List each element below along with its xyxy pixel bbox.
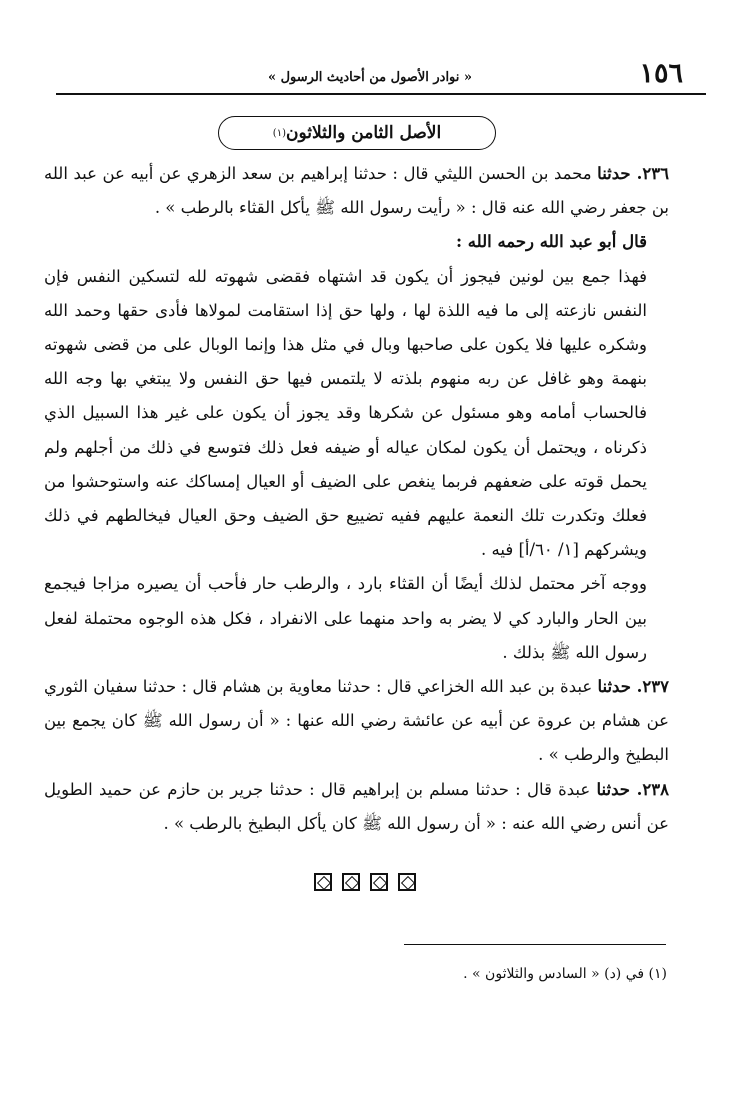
hadith-238-lead: ٢٣٨. حدثنا xyxy=(596,779,669,799)
footnote-1: (١) في (د) « السادس والثلاثون » . xyxy=(463,966,667,982)
ornament-square-icon xyxy=(370,873,388,891)
section-footnote-marker: (١) xyxy=(272,127,286,139)
body-text xyxy=(44,157,669,841)
footnote-rule xyxy=(404,944,666,945)
hadith-237-lead: ٢٣٧. حدثنا xyxy=(597,677,670,697)
hadith-237-text: عبدة بن عبد الله الخزاعي قال : حدثنا معاوية بن هشام قال : حدثنا سفيان الثوري عن هشام بن عروة عن أبيه عن عائشة رضي الله عنها : « أن رسول الله ﷺ كان يجمع بين البطيخ والرطب » . xyxy=(44,677,669,765)
ornament-square-icon xyxy=(398,873,416,891)
hadith-236-lead: ٢٣٦. حدثنا xyxy=(597,164,669,183)
hadith-236-text: محمد بن الحسن الليثي قال : حدثنا إبراهيم بن سعد الزهري عن أبيه عن عبد الله بن جعفر رضي الله عنه قال : « رأيت رسول الله ﷺ يأكل القثاء بالرطب » . xyxy=(44,164,669,218)
commentary-heading: قال أبو عبد الله رحمه الله : xyxy=(455,232,647,252)
ornament-square-icon xyxy=(314,873,332,891)
section-end-ornament xyxy=(314,873,416,891)
commentary-paragraph-1: فهذا جمع بين لونين فيجوز أن يكون قد اشتهاه فقضى شهوته لله لتسكين النفس فإن النفس نازعته إلى ما فيه اللذة لها ، ولها حق إذا استقامت لمولاها فأدى حقها وحمد الله وشكره عليها فلا يكون على صاحبها وبال في مثل هذا وإنما الوبال على من قضى شهوته بنهمة وهو غافل عن ربه منهوم بلذته لا يلتمس فيها حق النفس ولا يبتغي بها وجه الله فالحساب أمامه وهو مسئول عن شكرها وقد يجوز أن يكون على غير هذا السبيل الذي ذكرناه ، ويحتمل أن يكون لمكان عياله أو ضيفه فعل ذلك فتوسع في ذلك من أجلهم ولم يحمل قوته على ضعفهم فربما ينغص على الضيف أو العيال إمساكك عنه واستوحشوا من فعلك وتكدرت تلك النعمة عليهم ففيه تضييع حق الضيف وحق العيال فيخالطهم في ذلك ويشركهم [١/ ٦٠/أ] فيه . xyxy=(44,266,647,560)
ornament-square-icon xyxy=(342,873,360,891)
hadith-238-text: عبدة قال : حدثنا مسلم بن إبراهيم قال : حدثنا جرير بن حازم عن حميد الطويل عن أنس رضي الله عنه : « أن رسول الله ﷺ كان يأكل البطيخ بالرطب » . xyxy=(44,779,669,833)
header-rule xyxy=(56,93,706,95)
hadith-236 xyxy=(44,157,669,225)
running-header-title: « نوادر الأصول من أحاديث الرسول » xyxy=(267,70,473,85)
section-title: الأصل الثامن والثلاثون xyxy=(285,123,442,143)
commentary-paragraph-2: ووجه آخر محتمل لذلك أيضًا أن القثاء بارد ، والرطب حار فأحب أن يصيره مزاجا فيجمع بين الحار والبارد كي لا يضر به واحد منهما على الانفراد ، فكل هذه الوجوه محتملة لفعل رسول الله ﷺ بذلك . xyxy=(44,574,647,662)
hadith-238 xyxy=(44,773,669,841)
section-heading-box xyxy=(218,116,496,150)
page-number: ١٥٦ xyxy=(639,58,683,89)
hadith-237 xyxy=(44,670,669,773)
